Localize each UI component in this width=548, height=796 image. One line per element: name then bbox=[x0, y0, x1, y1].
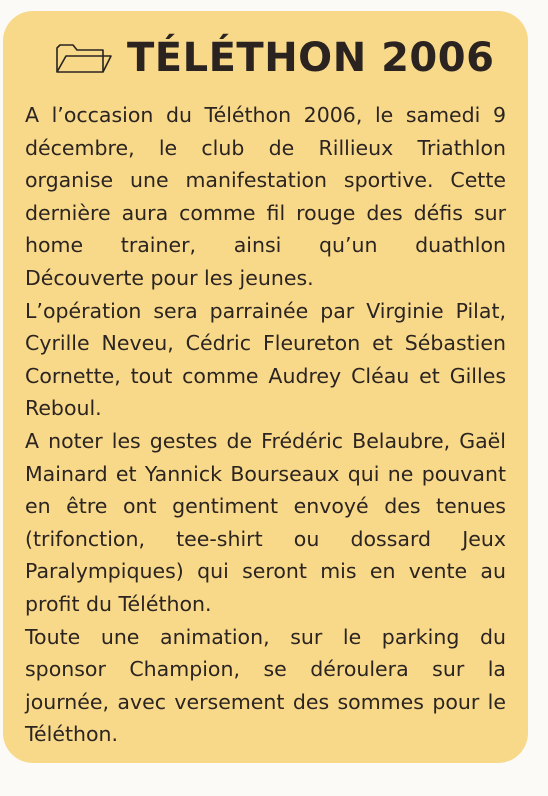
article-card bbox=[3, 11, 528, 763]
paragraph-1: A l’occasion du Téléthon 2006, le samedi 9 décembre, le club de Rillieux Triathlon organise une manifestation sportive. Cette dernière aura comme fil rouge des défis sur home trainer, ainsi qu’un duathlon Découverte pour les jeunes. bbox=[25, 103, 506, 290]
article-body bbox=[25, 99, 508, 751]
paragraph-4: Toute une animation, sur le parking du sponsor Champion, se déroulera sur la journée, avec versement des sommes pour le Téléthon. bbox=[25, 624, 506, 747]
page-title: TÉLÉTHON 2006 bbox=[127, 35, 495, 81]
article-header bbox=[25, 23, 508, 93]
paragraph-2: L’opération sera parrainée par Virginie Pilat, Cyrille Neveu, Cédric Fleureton et Sébastien Cornette, tout comme Audrey Cléau et Gilles Reboul. bbox=[25, 298, 506, 421]
folder-icon bbox=[53, 40, 113, 76]
paragraph-3: A noter les gestes de Frédéric Belaubre, Gaël Mainard et Yannick Bourseaux qui ne pouvant en être ont gentiment envoyé des tenues (trifonction, tee-shirt ou dossard Jeux Paralympiques) qui seront mis en vente au profit du Téléthon. bbox=[25, 428, 506, 616]
